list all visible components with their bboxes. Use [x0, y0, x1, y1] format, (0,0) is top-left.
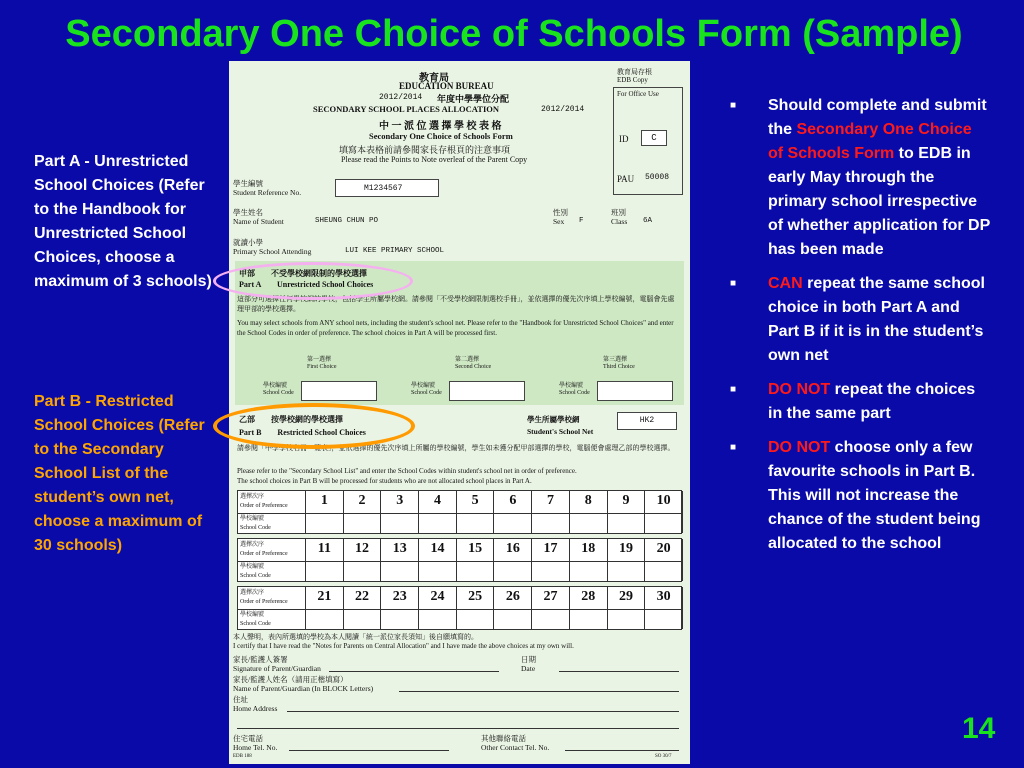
preference-row-1 [237, 490, 682, 534]
order-label: 選擇次序 Order of Preference [240, 542, 288, 557]
preference-number: 9 [622, 493, 630, 508]
preference-row-label [238, 587, 306, 629]
second-choice-label: 第二選擇 Second Choice [455, 357, 492, 370]
form-notes-en: Please read the Points to Note overleaf of the Parent Copy [341, 155, 528, 164]
form-notes-zh: 填寫本表格前請參閱家長存根頁的注意事項 [339, 145, 511, 155]
preference-cell [570, 491, 608, 533]
preference-number: 15 [468, 541, 483, 556]
preference-number: 27 [543, 589, 558, 604]
part-b-desc-zh: 請參閱「中學學校名冊一覽表」，並依選擇的優先次序填上所屬的學校編號，學生如未獲分配甲部選擇的學校，電腦便會處理乙部的學校選擇。 [237, 444, 675, 452]
code-label-3: 學校編號 School Code [559, 383, 590, 396]
class-value: 6A [643, 217, 653, 225]
preference-number: 17 [543, 541, 558, 556]
preference-number: 21 [317, 589, 332, 604]
bullet-square-icon: ■ [730, 278, 737, 289]
part-a-heading-en: Part A Unrestricted School Choices [239, 280, 374, 289]
pau-value: 50008 [645, 173, 670, 182]
preference-cell [645, 539, 683, 581]
date-line [559, 671, 679, 672]
code-label-1: 學校編號 School Code [263, 383, 294, 396]
preference-number: 16 [505, 541, 520, 556]
name-en: Name of Student [233, 217, 284, 226]
part-b-heading-en: Part B Restricted School Choices [239, 428, 366, 437]
preference-cell [419, 587, 457, 629]
preference-number: 14 [430, 541, 445, 556]
preference-cell [306, 587, 344, 629]
form-title-en: SECONDARY SCHOOL PLACES ALLOCATION [313, 104, 500, 114]
net-en: Student's School Net [527, 427, 594, 436]
part-a-heading-zh: 甲部 不受學校網限制的學校選擇 [239, 269, 367, 278]
part-a-desc-en: You may select schools from ANY school nets, including the student's school net. Please refer to the "Handbook for Unrestricted School Choices" and enter the School Codes in order of preference. The school choices in Part A will be processed first. [237, 319, 674, 337]
name-zh: 學生姓名 [233, 208, 263, 217]
signature-label: 家長/監護人簽署 Signature of Parent/Guardian [233, 655, 321, 673]
other-tel-label: 其他聯絡電話 Other Contact Tel. No. [481, 734, 550, 752]
preference-cell [381, 491, 419, 533]
part-b-description: Part B - Restricted School Choices (Refer to the Secondary School List of the student’s own net, choose a maximum of 30 schools) [34, 393, 205, 554]
guideline-item: ■ Should complete and submit the Secondary One Choice of Schools Form to EDB in early May through the primary school irrespective of whether application for DP has been made [728, 94, 990, 262]
form-code-right: SO 30/7 [655, 754, 672, 759]
address-label: 住址 Home Address [233, 695, 278, 713]
edb-copy-en: EDB Copy [617, 76, 648, 84]
parent-name-label: 家長/監護人姓名（請用正楷填寫） Name of Parent/Guardian (In BLOCK Letters) [233, 675, 374, 693]
form-title-zh: 年度中學學位分配 [437, 94, 510, 104]
id-value: C [641, 130, 667, 146]
preference-cell [306, 491, 344, 533]
form-bureau-zh: 教育局 [419, 73, 449, 84]
form-code-left: EDB 188 [233, 754, 252, 759]
preference-cell [608, 539, 646, 581]
declaration-en: I certify that I have read the "Notes for Parents on Central Allocation" and I have made the above choices at my own will. [233, 642, 574, 650]
preference-number: 18 [581, 541, 596, 556]
address-line-1 [287, 711, 679, 712]
form-year-2: 2012/2014 [541, 105, 585, 114]
third-choice-label: 第三選擇 Third Choice [603, 357, 635, 370]
office-use-label: For Office Use [617, 90, 659, 98]
order-label: 選擇次序 Order of Preference [240, 494, 288, 509]
sex-en: Sex [553, 217, 565, 226]
code-label: 學校編號 School Code [240, 564, 271, 579]
preference-number: 7 [547, 493, 555, 508]
code-label-2: 學校編號 School Code [411, 383, 442, 396]
net-zh: 學生所屬學校網 [527, 415, 580, 424]
preference-number: 1 [320, 493, 328, 508]
class-zh: 班別 [611, 208, 626, 217]
part-b-desc-en-1: Please refer to the "Secondary School List" and enter the School Codes within student's school net in order of preference. [237, 467, 577, 475]
id-label: ID [619, 134, 629, 144]
preference-cell [570, 539, 608, 581]
pau-label: PAU [617, 174, 635, 184]
first-choice-code-box [301, 381, 377, 401]
bullet-square-icon: ■ [730, 442, 737, 453]
preference-number: 2 [358, 493, 366, 508]
preference-row-label [238, 539, 306, 581]
preference-cell [532, 539, 570, 581]
ref-en: Student Reference No. [233, 188, 302, 197]
declaration-zh: 本人聲明，表內所選填的學校為本人閱讀「統一派位家長須知」後自願填寫的。 [233, 633, 478, 641]
preference-number: 11 [317, 541, 331, 556]
parent-name-line [399, 691, 679, 692]
bullet-square-icon: ■ [730, 384, 737, 395]
preference-cell [457, 539, 495, 581]
preference-row-2 [237, 538, 682, 582]
edb-copy-zh: 教育局存根 [617, 68, 652, 76]
preference-cell [344, 587, 382, 629]
preference-cell [645, 587, 683, 629]
preference-number: 25 [468, 589, 483, 604]
preference-number: 20 [656, 541, 671, 556]
slide-title: Secondary One Choice of Schools Form (Sample) [65, 13, 963, 55]
form-bureau-en: EDUCATION BUREAU [399, 81, 494, 91]
signature-line [329, 671, 499, 672]
school-zh: 就讀小學 [233, 238, 263, 247]
page-number: 14 [962, 712, 996, 745]
preference-row-label [238, 491, 306, 533]
part-b-desc-en-2: The school choices in Part B will be processed for students who are not allocated school places in Part A. [237, 477, 532, 485]
preference-cell [570, 587, 608, 629]
preference-number: 5 [471, 493, 479, 508]
preference-cell [344, 491, 382, 533]
student-net-value: HK2 [617, 412, 677, 430]
form-year-1: 2012/2014 [379, 93, 423, 102]
preference-cell [381, 539, 419, 581]
preference-number: 8 [584, 493, 592, 508]
ref-zh: 學生編號 [233, 179, 263, 188]
code-label: 學校編號 School Code [240, 516, 271, 531]
date-label: 日期 Date [521, 655, 536, 673]
part-a-highlight-oval [213, 262, 413, 300]
preference-cell [419, 491, 457, 533]
other-tel-line [565, 750, 679, 751]
part-a-description: Part A - Unrestricted School Choices (Refer to the Handbook for Unrestricted School Choices, choose a maximum of 3 schools) [34, 153, 212, 290]
sex-value: F [579, 217, 584, 225]
school-value: LUI KEE PRIMARY SCHOOL [345, 247, 445, 255]
preference-cell [495, 539, 533, 581]
preference-number: 13 [392, 541, 407, 556]
preference-row-3 [237, 586, 682, 630]
code-label: 學校編號 School Code [240, 612, 271, 627]
guideline-item: ■ CAN repeat the same school choice in both Part A and Part B if it is in the student’s own net [728, 272, 990, 368]
preference-cell [495, 587, 533, 629]
preference-number: 26 [505, 589, 520, 604]
preference-cell [608, 587, 646, 629]
preference-number: 23 [392, 589, 407, 604]
guideline-item: ■ DO NOT repeat the choices in the same part [728, 378, 990, 426]
part-b-highlight-oval [213, 403, 415, 449]
preference-number: 30 [656, 589, 671, 604]
preference-number: 24 [430, 589, 445, 604]
form-name-en: Secondary One Choice of Schools Form [369, 131, 513, 141]
preference-cell [381, 587, 419, 629]
preference-number: 22 [355, 589, 370, 604]
sex-zh: 性別 [553, 208, 568, 217]
preference-cell [645, 491, 683, 533]
preference-cell [608, 491, 646, 533]
guideline-list [728, 94, 990, 566]
third-choice-code-box [597, 381, 673, 401]
part-a-desc-zh: 這部分可選擇任何學校網的學校，包括學生所屬學校網。請參閱「不受學校網限制選校手冊」，並依選擇的優先次序填上學校編號，電腦會先處理甲部的學校選擇。 [237, 295, 675, 313]
home-tel-label: 住宅電話 Home Tel. No. [233, 734, 278, 752]
preference-number: 3 [396, 493, 404, 508]
address-line-2 [237, 728, 679, 729]
preference-cell [532, 491, 570, 533]
preference-number: 19 [618, 541, 633, 556]
student-name-value: SHEUNG CHUN PO [315, 217, 379, 225]
order-label: 選擇次序 Order of Preference [240, 590, 288, 605]
student-ref-field: M1234567 [335, 179, 439, 197]
preference-cell [532, 587, 570, 629]
preference-number: 10 [656, 493, 671, 508]
preference-number: 12 [355, 541, 370, 556]
preference-cell [495, 491, 533, 533]
first-choice-label: 第一選擇 First Choice [307, 357, 337, 370]
school-en: Primary School Attending [233, 247, 312, 256]
preference-number: 28 [581, 589, 596, 604]
preference-cell [344, 539, 382, 581]
preference-number: 29 [618, 589, 633, 604]
preference-number: 6 [509, 493, 517, 508]
bullet-square-icon: ■ [730, 100, 737, 111]
preference-number: 4 [433, 493, 441, 508]
home-tel-line [289, 750, 449, 751]
second-choice-code-box [449, 381, 525, 401]
preference-cell [419, 539, 457, 581]
guideline-item: ■ DO NOT choose only a few favourite schools in Part B. This will not increase the chance of the student being allocated to the school [728, 436, 990, 556]
class-en: Class [611, 217, 628, 226]
form-name-zh: 中 一 派 位 選 擇 學 校 表 格 [379, 121, 502, 132]
preference-cell [457, 587, 495, 629]
preference-cell [306, 539, 344, 581]
preference-cell [457, 491, 495, 533]
part-b-heading-zh: 乙部 按學校網的學校選擇 [239, 415, 343, 424]
